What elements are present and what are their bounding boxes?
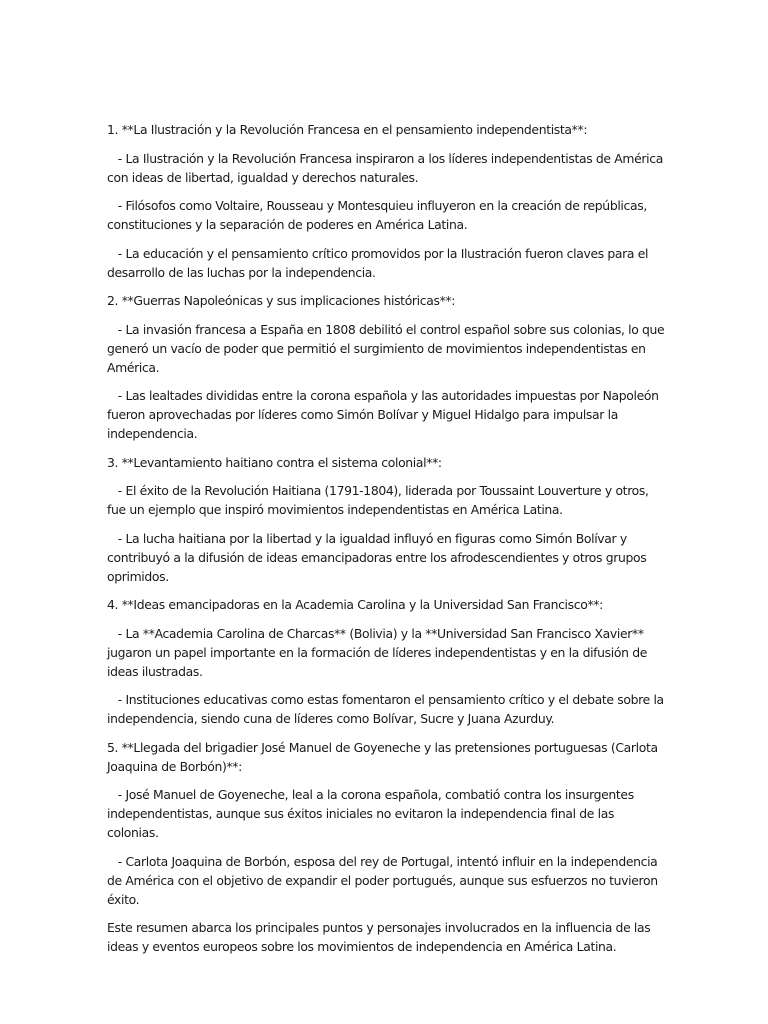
bullet-paragraph: - Instituciones educativas como estas fomentaron el pensamiento crítico y el debate sobre la independencia, siendo cuna de líderes como Bolívar, Sucre y Juana Azurduy. (107, 692, 668, 726)
bullet-paragraph: - José Manuel de Goyeneche, leal a la corona española, combatió contra los insurgentes independentistas, aunque sus éxitos iniciales no evitaron la independencia final de las colonias. (107, 787, 638, 840)
bullet-paragraph: - Carlota Joaquina de Borbón, esposa del rey de Portugal, intentó influir en la independencia de América con el objetivo de expandir el poder portugués, aunque sus esfuerzos no tuvieron éxito. (107, 853, 662, 907)
section-heading-1: 1. **La Ilustración y la Revolución Francesa en el pensamiento independentista**: (107, 122, 588, 137)
bullet-paragraph: - La Ilustración y la Revolución Francesa inspiraron a los líderes independentistas de América con ideas de libertad, igualdad y derechos naturales. (107, 150, 667, 185)
document-body (107, 120, 667, 966)
bullet-paragraph: - La invasión francesa a España en 1808 debilitó el control español sobre sus colonias, lo que generó un vacío de poder que permitió el surgimiento de movimientos independentistas en América. (107, 321, 668, 375)
section-heading-2: 2. **Guerras Napoleónicas y sus implicaciones históricas**: (107, 293, 456, 308)
bullet-paragraph: - La educación y el pensamiento crítico promovidos por la Ilustración fueron claves para el desarrollo de las luchas por la independencia. (107, 245, 652, 280)
bullet-paragraph: - El éxito de la Revolución Haitiana (1791-1804), liderada por Toussaint Louverture y otros, fue un ejemplo que inspiró movimientos independentistas en América Latina. (107, 483, 653, 517)
section-heading-4: 4. **Ideas emancipadoras en la Academia Carolina y la Universidad San Francisco**: (107, 597, 603, 612)
bullet-paragraph: - La **Academia Carolina de Charcas** (Bolivia) y la **Universidad San Francisco Xavier** jugaron un papel importante en la formación de líderes independentistas y en la difusión de ideas ilustradas. (107, 625, 651, 679)
bullet-paragraph: - Las lealtades divididas entre la corona española y las autoridades impuestas por Napoleón fueron aprovechadas por líderes como Simón Bolívar y Miguel Hidalgo para impulsar la independencia. (107, 388, 663, 441)
bullet-paragraph: - Filósofos como Voltaire, Rousseau y Montesquieu influyeron en la creación de repúblicas, constituciones y la separación de poderes en América Latina. (107, 198, 651, 232)
bullet-paragraph: - La lucha haitiana por la libertad y la igualdad influyó en figuras como Simón Bolívar y contribuyó a la difusión de ideas emancipadoras entre los afrodescendientes y otros grupos oprimidos. (107, 530, 650, 584)
closing-summary: Este resumen abarca los principales puntos y personajes involucrados en la influencia de las ideas y eventos europeos sobre los movimientos de independencia en América Latina. (107, 920, 654, 954)
section-heading-3: 3. **Levantamiento haitiano contra el sistema colonial**: (107, 454, 442, 470)
section-heading-5: 5. **Llegada del brigadier José Manuel de Goyeneche y las pretensiones portuguesas (Carlota Joaquina de Borbón)**: (107, 739, 662, 774)
